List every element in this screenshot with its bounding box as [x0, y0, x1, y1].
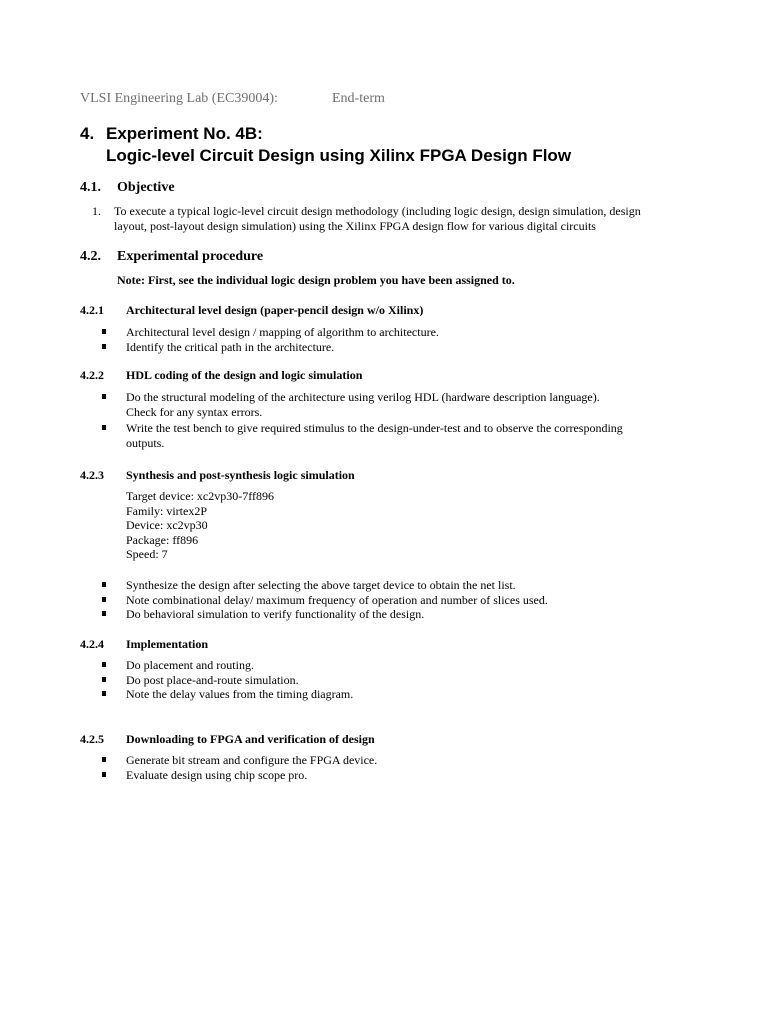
running-header: [80, 91, 385, 107]
title-number: 4.: [80, 124, 95, 143]
section-number: 4.1.: [80, 180, 101, 195]
bullet-marker: [102, 329, 106, 334]
subsection-number: 4.2.1: [80, 303, 104, 317]
bullet-text: Architectural level design / mapping of algorithm to architecture.: [126, 325, 439, 339]
target-device-specs: [126, 489, 274, 562]
title-line-2: Logic-level Circuit Design using Xilinx FPGA Design Flow: [106, 146, 572, 165]
subsection-number: 4.2.2: [80, 368, 104, 382]
spec-target-device: Target device: xc2vp30-7ff896: [126, 489, 275, 503]
subsection-title: Architectural level design (paper-pencil design w/o Xilinx): [126, 303, 424, 317]
subsection-heading-4-2-5: [80, 732, 375, 747]
subsection-heading-4-2-3: [80, 468, 355, 483]
item-text: To execute a typical logic-level circuit design methodology (including logic design, design simulation, design layout, post-layout design simulation) using the Xilinx FPGA design flow for various digital circuits: [114, 204, 641, 233]
bullet-list-4-2-3: [102, 578, 626, 622]
subsection-heading-4-2-4: [80, 637, 208, 652]
spec-speed: Speed: 7: [126, 547, 168, 561]
bullet-list-4-2-4: [102, 658, 626, 702]
bullet-marker: [102, 582, 106, 587]
bullet-item: [102, 658, 626, 673]
bullet-text: Note the delay values from the timing diagram.: [126, 687, 354, 701]
bullet-text: Synthesize the design after selecting the above target device to obtain the net list.: [126, 578, 516, 592]
bullet-text: Evaluate design using chip scope pro.: [126, 767, 308, 782]
procedure-heading: [80, 249, 263, 265]
header-course: VLSI Engineering Lab (EC39004):: [80, 91, 278, 106]
bullet-text: Note combinational delay/ maximum frequency of operation and number of slices used.: [126, 592, 548, 607]
bullet-text: Do behavioral simulation to verify functionality of the design.: [126, 607, 425, 621]
section-title: Objective: [117, 180, 175, 195]
bullet-marker: [102, 772, 106, 777]
spec-family: Family: virtex2P: [126, 503, 207, 518]
bullet-marker: [102, 597, 106, 602]
bullet-marker: [102, 425, 106, 430]
bullet-item: [102, 753, 626, 768]
bullet-marker: [102, 691, 106, 696]
subsection-number: 4.2.4: [80, 637, 104, 651]
bullet-list-4-2-1: [102, 325, 626, 354]
bullet-item: [102, 607, 626, 622]
bullet-item: [102, 325, 626, 340]
experiment-title: [80, 123, 571, 167]
bullet-item: [102, 421, 626, 450]
bullet-text: Do the structural modeling of the architecture using verilog HDL (hardware description language). Check for any syntax errors.: [126, 390, 600, 419]
bullet-item: [102, 340, 626, 355]
subsection-number: 4.2.5: [80, 732, 104, 746]
section-number: 4.2.: [80, 249, 101, 264]
subsection-title: Downloading to FPGA and verification of design: [126, 732, 375, 746]
bullet-item: [102, 673, 626, 688]
bullet-text: Generate bit stream and configure the FPGA device.: [126, 753, 378, 767]
bullet-text: Identify the critical path in the architecture.: [126, 339, 335, 354]
header-exam: End-term: [332, 91, 385, 106]
subsection-heading-4-2-1: [80, 303, 423, 318]
bullet-marker: [102, 344, 106, 349]
bullet-item: [102, 578, 626, 593]
bullet-list-4-2-2: [102, 390, 626, 450]
bullet-text: Do post place-and-route simulation.: [126, 672, 299, 687]
spec-package: Package: ff896: [126, 532, 199, 547]
subsection-title: HDL coding of the design and logic simulation: [126, 368, 363, 382]
bullet-item: [102, 593, 626, 608]
bullet-item: [102, 768, 626, 783]
subsection-title: Implementation: [126, 637, 208, 651]
bullet-item: [102, 687, 626, 702]
objective-heading: [80, 180, 175, 196]
spec-device: Device: xc2vp30: [126, 518, 208, 532]
bullet-marker: [102, 757, 106, 762]
section-title: Experimental procedure: [117, 249, 264, 264]
bullet-list-4-2-5: [102, 753, 626, 782]
subsection-title: Synthesis and post-synthesis logic simulation: [126, 468, 355, 482]
bullet-text: Write the test bench to give required stimulus to the design-under-test and to observe the corresponding outputs.: [126, 421, 623, 450]
bullet-marker: [102, 662, 106, 667]
bullet-marker: [102, 394, 106, 399]
bullet-item: [102, 390, 626, 419]
bullet-text: Do placement and routing.: [126, 658, 254, 672]
item-number: 1.: [92, 204, 101, 218]
title-line-1: Experiment No. 4B:: [106, 124, 263, 143]
bullet-marker: [102, 677, 106, 682]
subsection-heading-4-2-2: [80, 368, 362, 383]
bullet-marker: [102, 611, 106, 616]
subsection-number: 4.2.3: [80, 468, 104, 482]
procedure-note: Note: First, see the individual logic design problem you have been assigned to.: [117, 273, 515, 287]
